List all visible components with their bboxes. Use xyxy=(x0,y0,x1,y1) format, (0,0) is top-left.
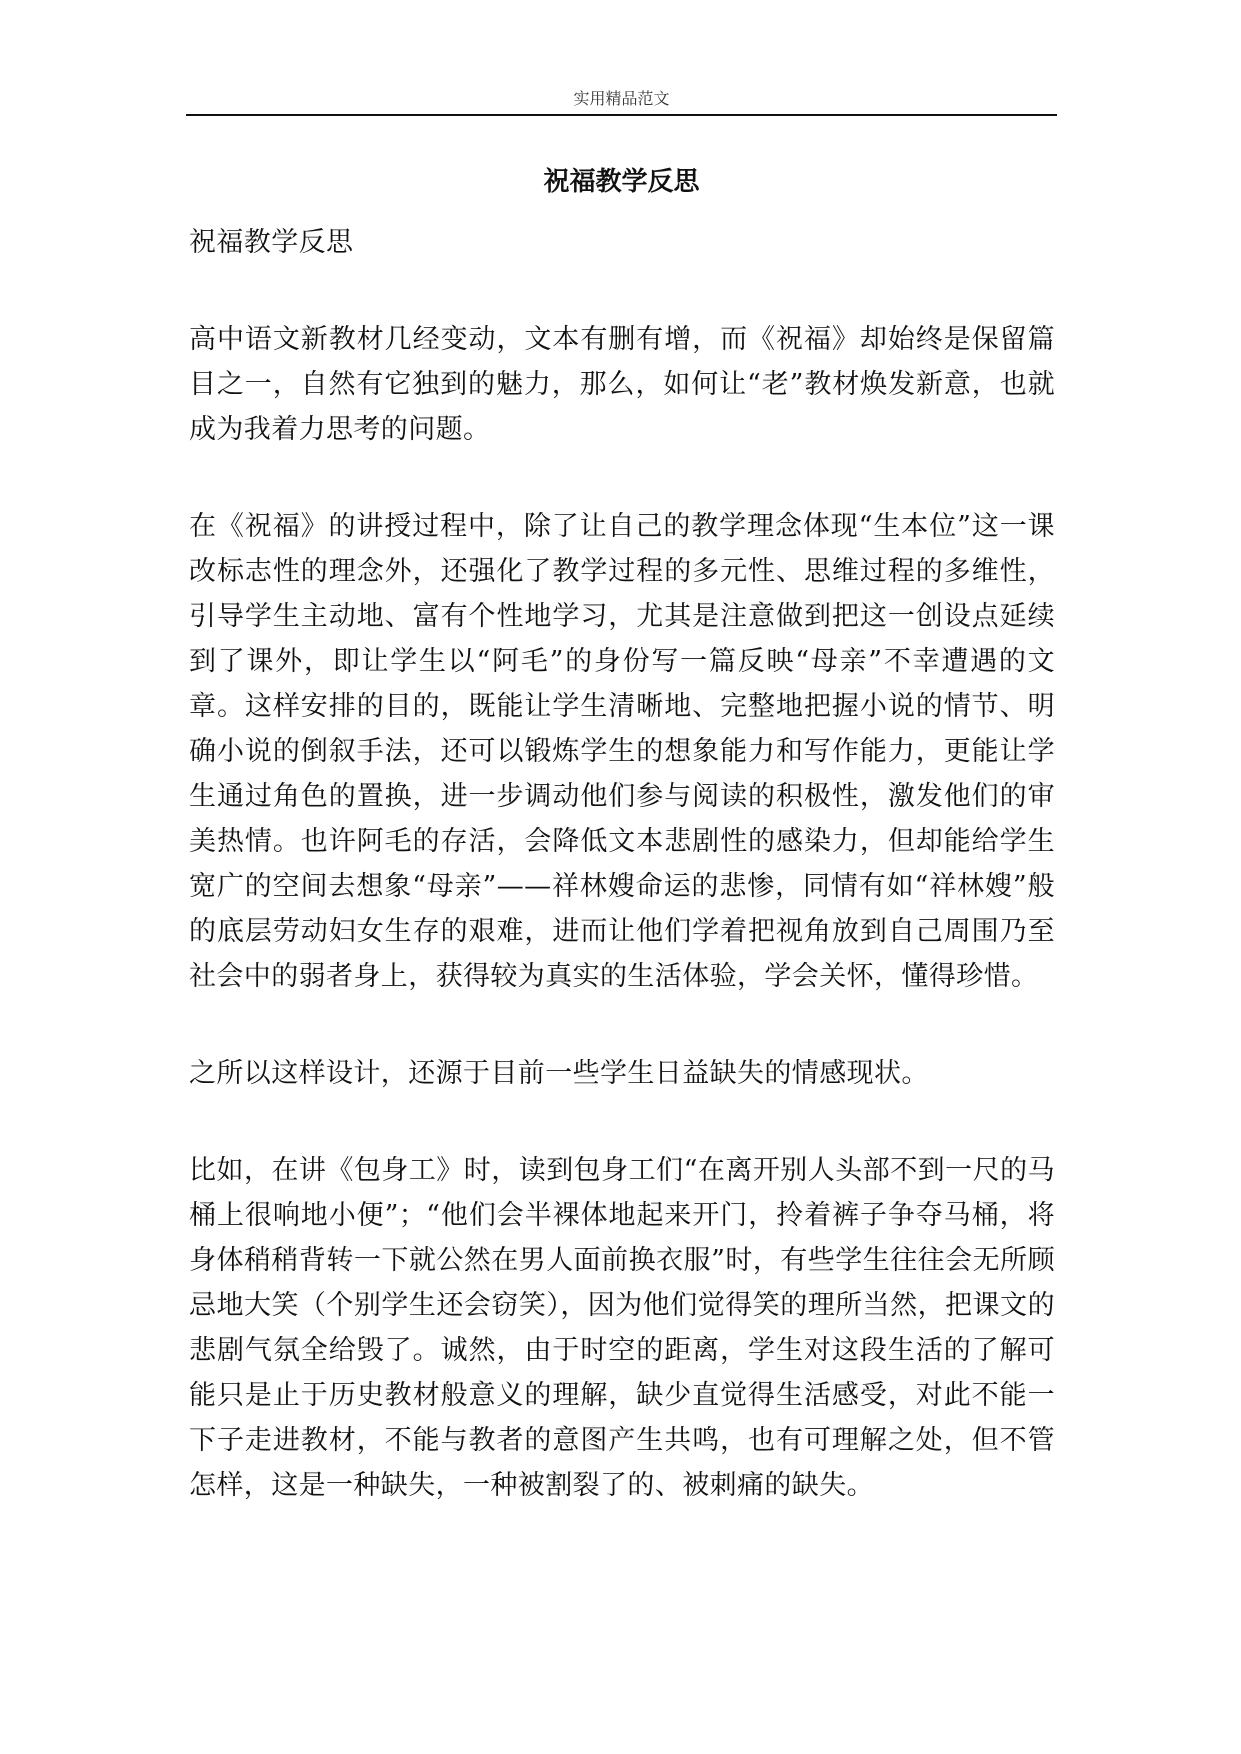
document-title: 祝福教学反思 xyxy=(543,167,700,197)
page-header: 实用精品范文 xyxy=(573,89,670,108)
document-body xyxy=(189,220,1055,1508)
paragraph-spacer xyxy=(189,452,1055,504)
paragraph-spacer xyxy=(189,999,1055,1051)
paragraph-reason: 之所以这样设计，还源于目前一些学生日益缺失的情感现状。 xyxy=(189,1058,929,1089)
header-divider xyxy=(186,114,1057,116)
paragraph-subtitle: 祝福教学反思 xyxy=(189,227,354,258)
paragraph-intro: 高中语文新教材几经变动，文本有删有增，而《祝福》却始终是保留篇目之一，自然有它独到的魅力，那么，如何让“老”教材焕发新意，也就成为我着力思考的问题。 xyxy=(189,324,1055,445)
paragraph-spacer xyxy=(189,265,1055,317)
paragraph-example: 比如，在讲《包身工》时，读到包身工们“在离开别人头部不到一尺的马桶上很响地小便”；“他们会半裸体地起来开门，拎着裤子争夺马桶，将身体稍稍背转一下就公然在男人面前换衣服”时，有些学生往往会无所顾忌地大笑（个别学生还会窃笑），因为他们觉得笑的理所当然，把课文的悲剧气氛全给毁了。诚然，由于时空的距离，学生对这段生活的了解可能只是止于历史教材般意义的理解，缺少直觉得生活感受，对此不能一下子走进教材，不能与教者的意图产生共鸣，也有可理解之处，但不管怎样，这是一种缺失，一种被割裂了的、被刺痛的缺失。 xyxy=(189,1155,1055,1501)
paragraph-spacer xyxy=(189,1096,1055,1148)
paragraph-teaching-process: 在《祝福》的讲授过程中，除了让自己的教学理念体现“生本位”这一课改标志性的理念外，还强化了教学过程的多元性、思维过程的多维性，引导学生主动地、富有个性地学习，尤其是注意做到把这一创设点延续到了课外，即让学生以“阿毛”的身份写一篇反映“母亲”不幸遭遇的文章。这样安排的目的，既能让学生清晰地、完整地把握小说的情节、明确小说的倒叙手法，还可以锻炼学生的想象能力和写作能力，更能让学生通过角色的置换，进一步调动他们参与阅读的积极性，激发他们的审美热情。也许阿毛的存活，会降低文本悲剧性的感染力，但却能给学生宽广的空间去想象“母亲”——祥林嫂命运的悲惨，同情有如“祥林嫂”般的底层劳动妇女生存的艰难，进而让他们学着把视角放到自己周围乃至社会中的弱者身上，获得较为真实的生活体验，学会关怀，懂得珍惜。 xyxy=(189,511,1055,992)
